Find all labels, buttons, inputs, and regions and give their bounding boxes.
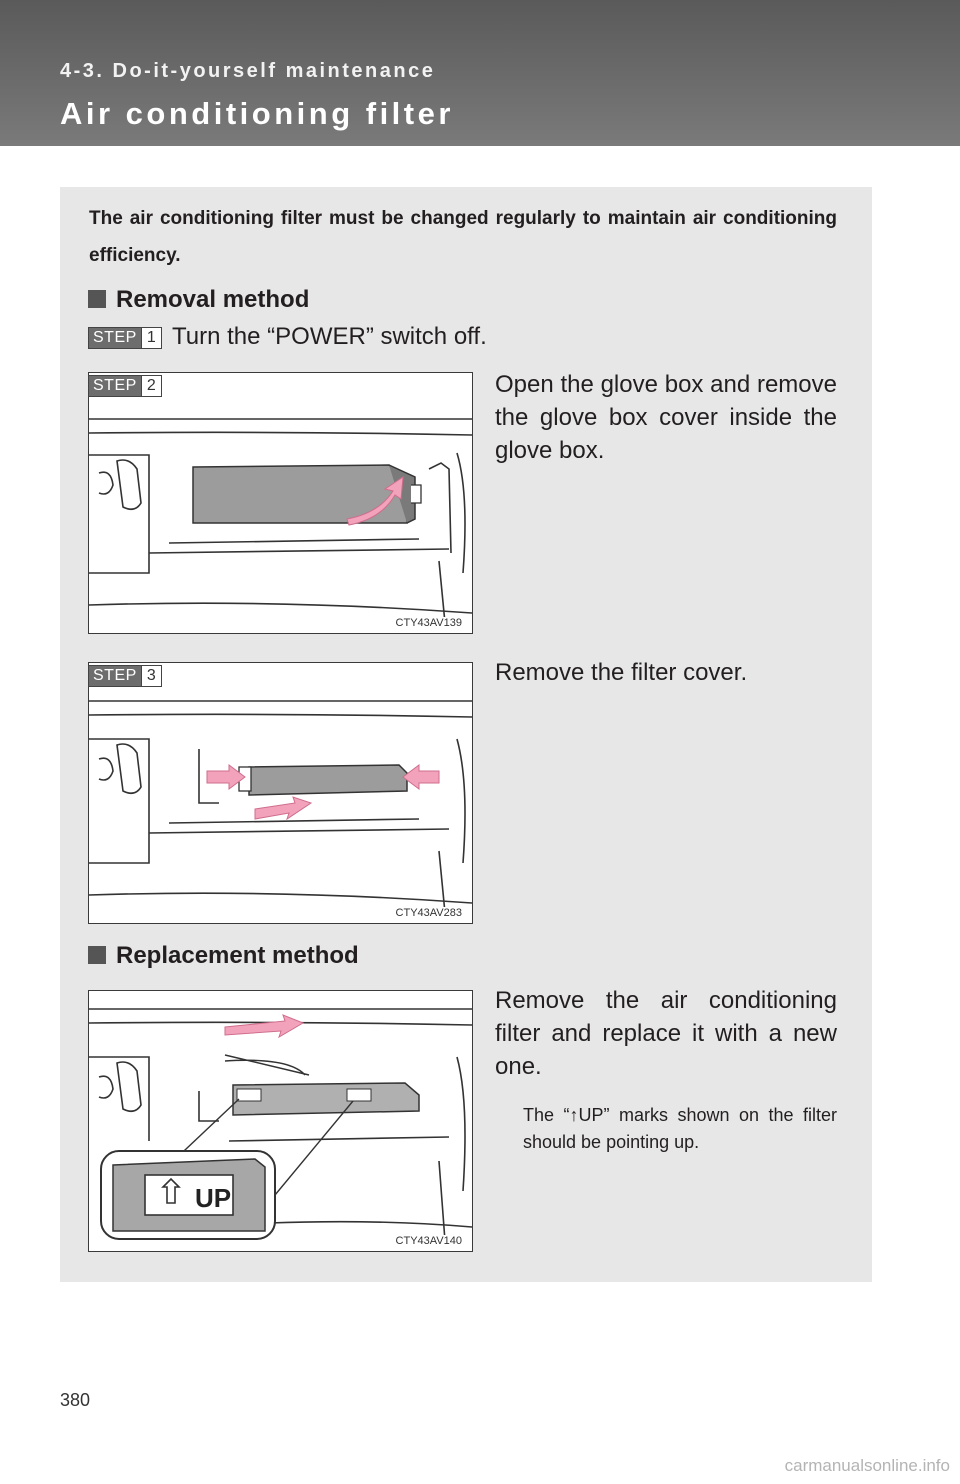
section-label: 4-3. Do-it-yourself maintenance (60, 60, 436, 82)
figure-code: CTY43AV139 (395, 617, 462, 629)
step-1-badge: STEP 1 (88, 327, 162, 349)
insert-arrow-icon (225, 1015, 303, 1037)
square-bullet-icon (88, 946, 106, 964)
filter-cover-illustration (89, 663, 472, 923)
step-3-text: Remove the filter cover. (495, 659, 748, 686)
replacement-text: Remove the air conditioning filter and replace it with a new one. (495, 987, 837, 1080)
removal-heading: Removal method (88, 286, 309, 314)
figure-glove-box (88, 372, 473, 634)
step-2-badge: STEP 2 (88, 375, 162, 397)
step-2-text: Open the glove box and remove the glove box cover inside the glove box. (495, 371, 837, 464)
step-1-text: Turn the “POWER” switch off. (172, 323, 487, 350)
figure-filter-replace (88, 990, 473, 1252)
replacement-heading: Replacement method (88, 942, 359, 970)
header-bar (0, 0, 960, 146)
intro-text: The air conditioning filter must be changed regularly to maintain air conditioning efficiency. (89, 208, 837, 266)
filter-cover-shape (249, 765, 407, 795)
watermark: carmanualsonline.info (784, 1456, 950, 1475)
push-arrow-right-icon (403, 765, 439, 789)
filter-replace-illustration (89, 991, 472, 1251)
figure-code: CTY43AV283 (395, 907, 462, 919)
square-bullet-icon (88, 290, 106, 308)
figure-code: CTY43AV140 (395, 1235, 462, 1247)
step-3-badge: STEP 3 (88, 665, 162, 687)
pull-down-arrow-icon (255, 797, 311, 819)
glove-box-illustration (89, 373, 472, 633)
figure-filter-cover (88, 662, 473, 924)
page-title: Air conditioning filter (60, 96, 454, 131)
replacement-note: The “↑UP” marks shown on the filter should be pointing up. (523, 1105, 837, 1152)
page-number: 380 (60, 1390, 91, 1410)
up-mark-label: UP (194, 1183, 232, 1213)
